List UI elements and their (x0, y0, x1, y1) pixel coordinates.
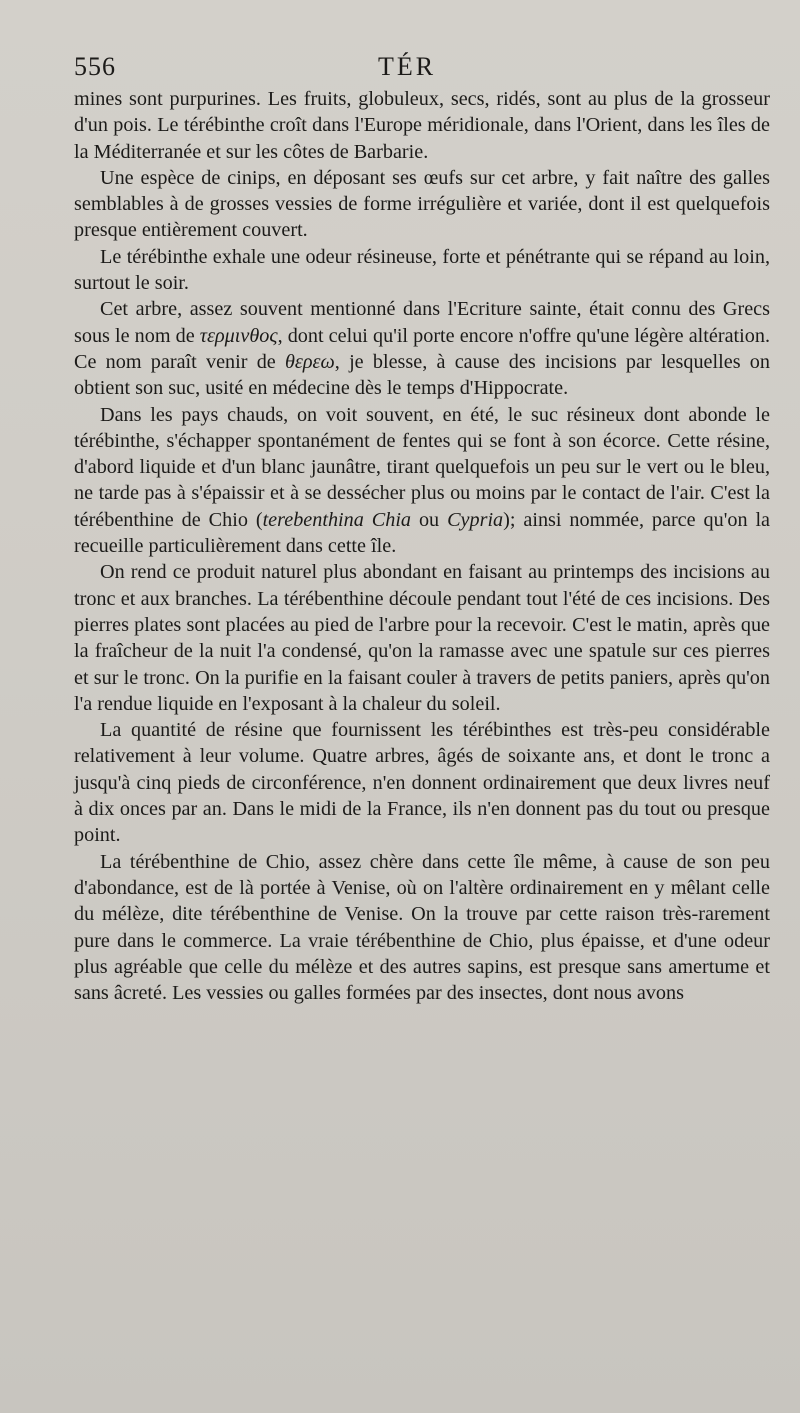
paragraph (74, 849, 770, 1007)
latin-term: Cypria (447, 508, 504, 531)
body-text (74, 86, 770, 1006)
paragraph (74, 244, 770, 297)
paragraph (74, 402, 770, 560)
text-run: ou (411, 508, 448, 531)
text-run: , dont celui qu'il porte encore n'offre qu'une légère altération. Ce nom paraît venir de (74, 324, 770, 373)
paragraph (74, 165, 770, 244)
paragraph (74, 559, 770, 717)
text-run: Le térébinthe exhale une odeur résineuse, forte et pénétrante qui se répand au loin, surtout le soir. (74, 245, 770, 295)
page-header (74, 52, 770, 86)
text-run: Une espèce de cinips, en déposant ses œufs sur cet arbre, y fait naître des galles semblables à de grosses vessies de forme irrégulière et variée, dont il est quelquefois presque entièrement couvert. (74, 166, 770, 242)
page-number: 556 (74, 52, 116, 81)
paragraph (74, 86, 770, 165)
text-run: La térébenthine de Chio, assez chère dans cette île même, à cause de son peu d'abondance, est de là portée à Venise, où on l'altère ordinairement en y mêlant celle du mélèze, dite térébenthine de Venise. On la trouve par cette raison très-rarement pure dans le commerce. La vraie térébenthine de Chio, plus épaisse, et d'une odeur plus agréable que celle du mélèze et des autres sapins, est presque sans amertume et sans âcreté. Les vessies ou galles formées par des insectes, dont nous avons (74, 850, 770, 1005)
latin-term: terebenthina Chia (262, 508, 412, 531)
text-run: mines sont purpurines. Les fruits, globuleux, secs, ridés, sont au plus de la grosseur d'un pois. Le térébinthe croît dans l'Europe méridionale, dans l'Orient, dans les îles de la Méditerranée et sur les côtes de Barbarie. (74, 88, 770, 163)
text-run: On rend ce produit naturel plus abondant en faisant au printemps des incisions au tronc et aux branches. La térébenthine découle pendant tout l'été de ces incisions. Des pierres plates sont placées au pied de l'arbre pour la recevoir. C'est le matin, après que la fraîcheur de la nuit l'a condensé, qu'on la ramasse avec une spatule sur ces pierres et sur le tronc. On la purifie en la faisant couler à travers de petits paniers, après qu'on l'a rendue liquide en l'exposant à la chaleur du soleil. (74, 561, 770, 715)
text-run: ); ainsi nommée, parce qu'on la recueille particulièrement dans cette île. (74, 508, 771, 558)
paragraph (74, 296, 770, 401)
text-run: Dans les pays chauds, on voit souvent, en été, le suc résineux dont abonde le térébinthe, s'échapper spontanément de fentes qui se font à son écorce. Cette résine, d'abord liquide et d'un blanc jaunâtre, tirant quelquefois un peu sur le vert ou le bleu, ne tarde pas à s'épaissir et à se dessécher plus ou moins par le contact de l'air. C'est la térébenthine de Chio ( (74, 403, 770, 531)
text-run: Cet arbre, assez souvent mentionné dans l'Ecriture sainte, était connu des Grecs sous le nom de (74, 298, 770, 347)
text-run: La quantité de résine que fournissent les térébinthes est très-peu considérable relativement à leur volume. Quatre arbres, âgés de soixante ans, et dont le tronc a jusqu'à cinq pieds de circonférence, n'en donnent ordinairement que deux livres neuf à dix onces par an. Dans le midi de la France, ils n'en donnent pas du tout ou presque point. (74, 719, 770, 847)
greek-word: θερεω (285, 350, 335, 373)
text-run: , je blesse, à cause des incisions par lesquelles on obtient son suc, usité en médecine dès le temps d'Hippocrate. (74, 350, 770, 400)
paragraph (74, 717, 770, 848)
greek-word: τερμινθος (199, 324, 278, 347)
running-head: TÉR (378, 52, 437, 81)
